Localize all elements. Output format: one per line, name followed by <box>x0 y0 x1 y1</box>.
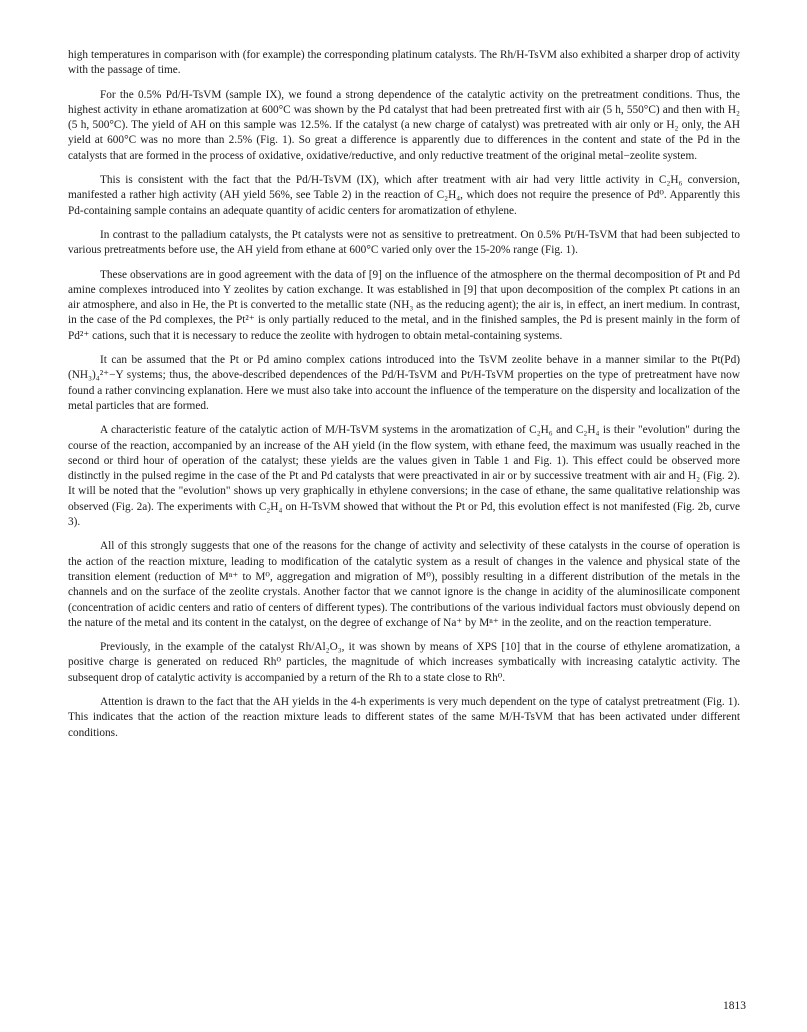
paragraph-5: These observations are in good agreement with the data of [9] on the influence of the atmosphere on the thermal decomposition of Pt and Pd amine complexes introduced into Y zeolites by cation exchange. It was established in [9] that upon decomposition of the complex Pt cations in an air atmosphere, and also in He, the Pt is converted to the metallic state (NH₃ as the reducing agent); the air is, in effect, an inert medium. In contrast, in the case of the Pd complexes, the Pt²⁺ is only partially reduced to the metal, and in the finished samples, the Pd is present mainly in the form of Pd²⁺ cations, such that it is necessary to reduce the zeolite with hydrogen to obtain metal-containing systems. <box>68 268 740 342</box>
paragraph-1: high temperatures in comparison with (for example) the corresponding platinum catalysts. The Rh/H-TsVM also exhibited a sharper drop of activity with the passage of time. <box>68 49 740 77</box>
paragraph-2: For the 0.5% Pd/H-TsVM (sample IX), we found a strong dependence of the catalytic activity on the pretreatment conditions. Thus, the highest activity in ethane aromatization at 600°C was shown by the Pd catalyst that had been pretreated first with air (5 h, 550°C) and then with H₂ (5 h, 500°C). The yield of AH on this sample was 12.5%. If the catalyst (a new charge of catalyst) was pretreated with air only or H₂ only, the AH yield at 600°C was no more than 2.5% (Fig. 1). So great a difference is apparently due to differences in the content and state of the Pd in the catalysts that are formed in the process of oxidative, oxidative/reductive, and only reductive treatment of the original metal−zeolite system. <box>68 88 740 162</box>
page-number: 1813 <box>723 1000 746 1012</box>
paragraph-4: In contrast to the palladium catalysts, the Pt catalysts were not as sensitive to pretreatment. On 0.5% Pt/H-TsVM that had been subjected to various pretreatments before use, the AH yield from ethane at 600°C varied only over the 15-20% range (Fig. 1). <box>68 228 740 257</box>
paragraph-8: All of this strongly suggests that one of the reasons for the change of activity and selectivity of these catalysts in the course of operation is the action of the reaction mixture, leading to modification of the catalytic system as a result of changes in the valence and physical state of the transition element (reduction of Mⁿ⁺ to M⁰, aggregation and migration of M⁰), possibly resulting in a different distribution of the metals in the channels and on the surface of the zeolite crystals. Another factor that we cannot ignore is the change in acidity of the aluminosilicate component (concentration of acidic centers and ratio of centers of different types). The contributions of the various individual factors must obviously depend on the nature of the metal and its content in the catalyst, on the degree of exchange of Na⁺ by Mⁿ⁺ in the zeolite, and on the reaction temperature. <box>68 540 740 629</box>
article-body <box>68 48 740 750</box>
paragraph-6: It can be assumed that the Pt or Pd amino complex cations introduced into the TsVM zeolite behave in a manner similar to the Pt(Pd) (NH₃)₄²⁺−Y systems; thus, the above-described dependences of the Pd/H-TsVM and Pt/H-TsVM properties on the type of pretreatment have now found a rather convincing explanation. Here we must also take into account the influence of the temperature on the dispersity and localization of the metal particles that are formed. <box>68 354 740 412</box>
paragraph-10: Attention is drawn to the fact that the AH yields in the 4-h experiments is very much dependent on the type of catalyst pretreatment (Fig. 1). This indicates that the action of the reaction mixture leads to different states of the same M/H-TsVM that has been activated under different conditions. <box>68 695 740 739</box>
paragraph-7: A characteristic feature of the catalytic action of M/H-TsVM systems in the aromatization of C₂H₆ and C₂H₄ is their "evolution" during the course of the reaction, accompanied by an increase of the AH yield (in the flow system, with ethane feed, the maximum was usually reached in the second or third hour of operation of the catalyst; these yields are the values given in Table 1 and Fig. 1). This effect could be observed more distinctly in the pulsed regime in the case of the Pt and Pd catalysts that were preactivated in air or by successive treatment with air and H₂ (Fig. 2). It will be noted that the "evolution" shows up very graphically in ethylene conversions; in the case of ethane, the same qualitative relationship was observed (Fig. 2a). The experiments with C₂H₄ on H-TsVM showed that without the Pt or Pd, this evolution effect is not manifested (Fig. 2b, curve 3). <box>68 424 740 529</box>
paragraph-9: Previously, in the example of the catalyst Rh/Al₂O₃, it was shown by means of XPS [10] that in the course of ethylene aromatization, a positive charge is generated on reduced Rh⁰ particles, the magnitude of which increases symbatically with increasing catalytic activity. The subsequent drop of catalytic activity is accompanied by a return of the Rh to a state close to Rh⁰. <box>68 641 740 684</box>
paragraph-3: This is consistent with the fact that the Pd/H-TsVM (IX), which after treatment with air had very little activity in C₂H₆ conversion, manifested a rather high activity (AH yield 56%, see Table 2) in the reaction of C₂H₄, which does not require the presence of Pd⁰. Apparently this Pd-containing sample contains an adequate quantity of acidic centers for aromatization of ethylene. <box>68 174 740 217</box>
